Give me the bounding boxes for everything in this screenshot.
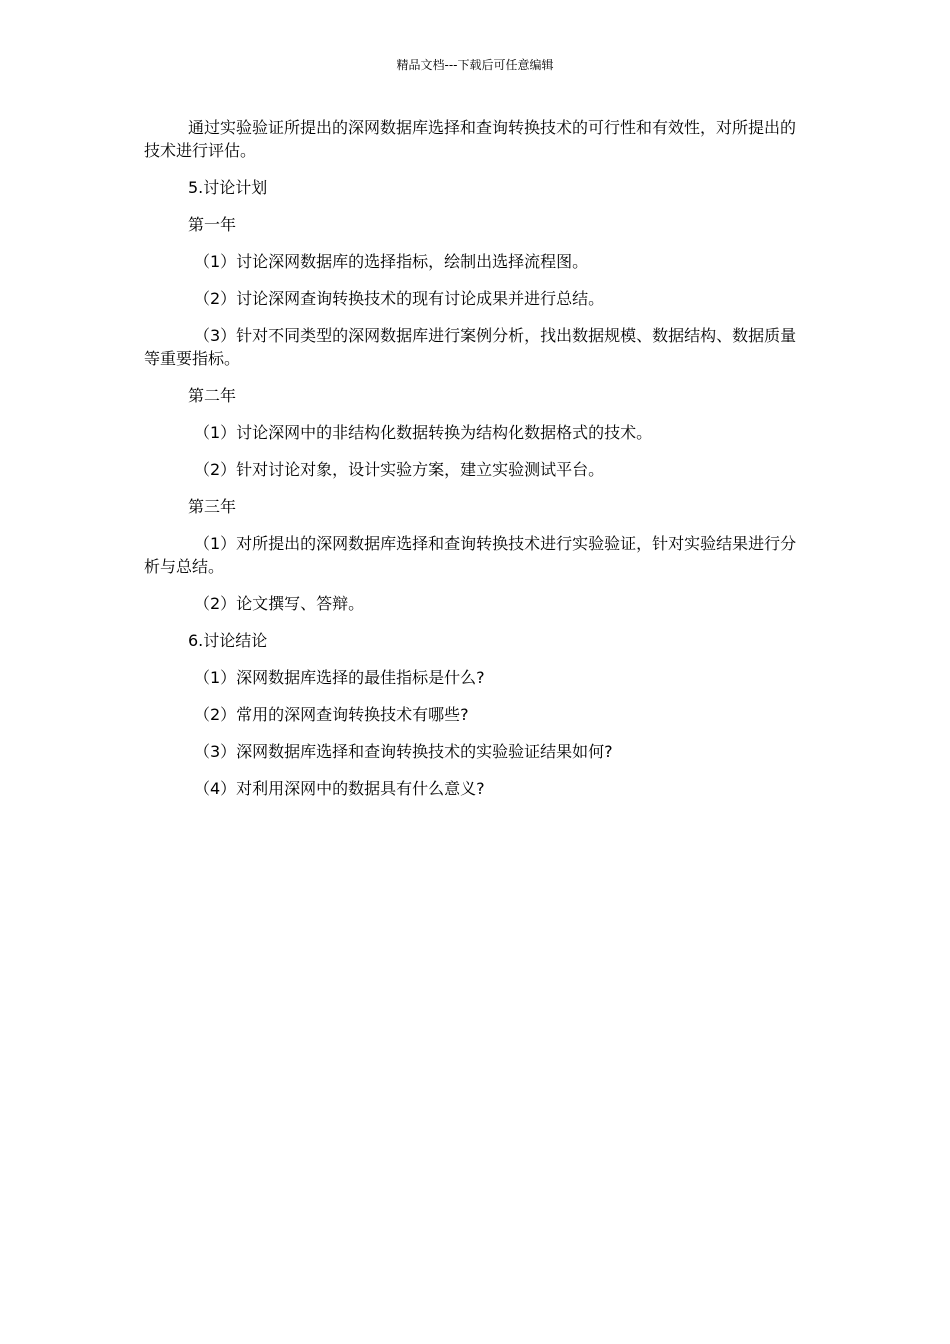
year-heading-2: 第二年 [188, 386, 237, 405]
list-item: （2）常用的深网查询转换技术有哪些? [194, 705, 469, 724]
list-item: （3）针对不同类型的深网数据库进行案例分析，找出数据规模、数据结构、数据质量等重要指标。 [144, 326, 797, 368]
list-item: （3）深网数据库选择和查询转换技术的实验验证结果如何? [194, 742, 613, 761]
list-item: （1）对所提出的深网数据库选择和查询转换技术进行实验验证，针对实验结果进行分析与总结。 [144, 534, 797, 576]
year-heading-1: 第一年 [188, 215, 237, 234]
list-item: （2）讨论深网查询转换技术的现有讨论成果并进行总结。 [194, 289, 605, 308]
document-body [144, 116, 806, 800]
list-item: （2）论文撰写、答辩。 [194, 594, 365, 613]
list-item: （1）讨论深网中的非结构化数据转换为结构化数据格式的技术。 [194, 423, 653, 442]
list-item: （1）深网数据库选择的最佳指标是什么? [194, 668, 485, 687]
year-heading-3: 第三年 [188, 497, 237, 516]
list-item: （1）讨论深网数据库的选择指标，绘制出选择流程图。 [194, 252, 589, 271]
list-item: （4）对利用深网中的数据具有什么意义? [194, 779, 485, 798]
list-item: （2）针对讨论对象，设计实验方案，建立实验测试平台。 [194, 460, 605, 479]
section-heading-plan: 5.讨论计划 [188, 178, 268, 197]
section-heading-conclusion: 6.讨论结论 [188, 631, 268, 650]
page-header: 精品文档---下载后可任意编辑 [396, 58, 554, 72]
paragraph-intro: 通过实验验证所提出的深网数据库选择和查询转换技术的可行性和有效性，对所提出的技术进行评估。 [144, 118, 797, 160]
